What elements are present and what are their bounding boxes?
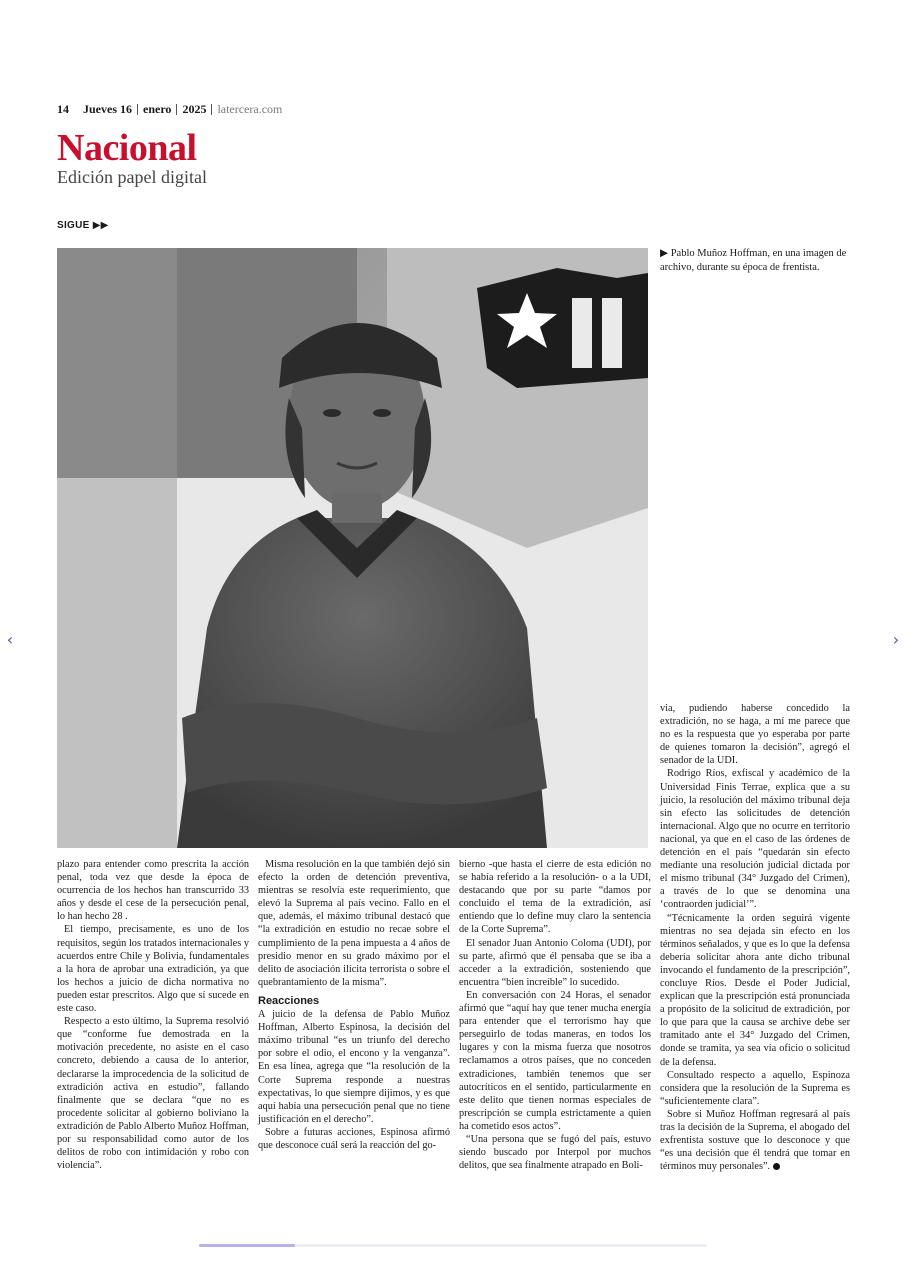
- chevron-left-icon: ‹: [6, 630, 14, 649]
- header-separator: [176, 104, 177, 115]
- header-weekday: Jueves 16: [83, 102, 132, 116]
- horizontal-scrollbar-thumb[interactable]: [199, 1244, 295, 1247]
- header-site-link[interactable]: latercera.com: [217, 102, 283, 116]
- paragraph: via, pudiendo haberse concedido la extradición, no se haga, a mí me parece que no es la respuesta que yo esperaba por parte de quienes tomaron la decisión”, agregó el senador de la UDI.: [660, 703, 850, 767]
- photo-black-white-portrait-icon: [57, 248, 648, 848]
- chevron-right-icon: ›: [892, 630, 900, 649]
- page-header: [57, 102, 282, 117]
- photo-caption: ▶ Pablo Muñoz Hoffman, en una imagen de archivo, durante su época de frentista.: [660, 248, 847, 273]
- page-number: 14: [57, 102, 69, 116]
- prev-page-button[interactable]: [2, 630, 18, 650]
- paragraph: plazo para entender como prescrita la acción penal, toda vez que desde la época de ocurrencia de los hechos han transcurrido 33 años y desde el cese de la persecución penal, lo han hecho 28 .: [57, 859, 249, 923]
- continued-label: SIGUE ▶▶: [57, 220, 109, 231]
- paragraph: El tiempo, precisamente, es uno de los requisitos, según los tratados internacionales y acuerdos entre Chile y Bolivia, fundamentales a la hora de aprobar una extradición, ya que los hechos a juicio de dicha normativa no pueden estar prescritos. Algo que sí sucede en este caso.: [57, 924, 249, 1015]
- end-of-article-icon: [773, 1163, 780, 1170]
- section-subtitle: Edición papel digital: [57, 167, 207, 187]
- section-title: Nacional: [57, 127, 197, 169]
- article-column-4: [660, 702, 850, 1173]
- paragraph: Rodrigo Ríos, exfiscal y académico de la Universidad Finis Terrae, explica que a su juicio, la resolución del máximo tribunal deja sin efecto las solicitudes de detención internacional. Algo que no ocurre en territorio nacional, ya que en el caso de las órdenes de detención en el país “quedarán sin efecto mediante una resolución judicial dictada por el mismo tribunal (34° Juzgado del Crimen), a través de lo que se denomina una ‘contraorden judicial’”.: [660, 768, 850, 911]
- paragraph: “Una persona que se fugó del país, estuvo siendo buscado por Interpol por muchos delitos, que sea finalmente atrapado en Boli-: [459, 1133, 651, 1172]
- paragraph: Misma resolución en la que también dejó sin efecto la orden de detención preventiva, mientras se resolvía este requerimiento, que elevó la Suprema al país vecino. Fallo en el que, además, el máximo tribunal destacó que “la extradición en estudio no recae sobre el cumplimiento de la pena impuesta a 4 años de presidio menor en su grado máximo por el delito de asociación ilícita terrorista o sobre el quebrantamiento de la misma”.: [258, 859, 450, 988]
- paragraph-text: Sobre si Muñoz Hoffman regresará al país tras la decisión de la Suprema, el abogado del exfrentista sostuve que lo desconoce y que “es una decisión que él tendrá que tomar en términos muy personales”.: [660, 1108, 850, 1173]
- header-month: enero: [143, 102, 172, 116]
- paragraph: “Técnicamente la orden seguirá vigente mientras no sea dejada sin efecto en los términos señalados, y que es lo que la defensa debería solicitar ahora ante dicho tribunal invocando el fundamento de la prescripción”, concluye Ríos. Desde el Poder Judicial, explican que la prescripción está pronunciada a propósito de la solicitud de extradición, por lo que para que la causa se archive debe ser tramitado ante el 34° Juzgado del Crimen, donde se tramita, ya sea vía oficio o solicitud de la defensa.: [660, 912, 850, 1068]
- article-column-1: [57, 858, 249, 1172]
- article-column-2: [258, 858, 450, 1152]
- next-page-button[interactable]: [888, 630, 904, 650]
- paragraph: En conversación con 24 Horas, el senador afirmó que “aquí hay que tener mucha energía para entender que el terrorismo hay que perseguirlo de todas maneras, en todos los lugares y con la misma fuerza que nosotros reclamamos a otros países, que no conceden extradiciones, también tenemos que ser autocríticos en el sentido, particularmente en este delito que tienen normas especiales de prescripción se cumpla estrictamente a quien ha cometido esos actos”.: [459, 989, 651, 1132]
- paragraph-final: [660, 1108, 850, 1173]
- paragraph: Respecto a esto último, la Suprema resolvió que “conforme fue demostrada en la motivación precedente, no asiste en el caso concreto, debiendo a causa de lo anterior, declararse la improcedencia de la solicitud de extradición activa en estudio”, fallando finalmente que se declara “que no es procedente solicitar al gobierno boliviano la extradición de Pablo Alberto Muñoz Hoffman, por su responsabilidad como autor de los delitos de robo con intimidación y robo con violencia”.: [57, 1016, 249, 1172]
- paragraph: Consultado respecto a aquello, Espinoza considera que la resolución de la Suprema es “suficientemente clara”.: [660, 1069, 850, 1107]
- article-column-3: [459, 858, 651, 1172]
- paragraph: Sobre a futuras acciones, Espinosa afirmó que desconoce cuál será la reacción del go-: [258, 1126, 450, 1151]
- paragraph: A juicio de la defensa de Pablo Muñoz Hoffman, Alberto Espinosa, la decisión del máximo tribunal “es un triunfo del derecho por sobre el odio, el encono y la venganza”. En esa línea, agrega que “la resolución de la Corte Suprema responde a nuestras expectativas, lo que siempre dijimos, y es que aquí había una persecución penal que no tiene justificación en el derecho”.: [258, 1009, 450, 1125]
- header-separator: [211, 104, 212, 115]
- header-year: 2025: [182, 102, 207, 116]
- article-photo: [57, 248, 648, 848]
- paragraph: El senador Juan Antonio Coloma (UDI), por su parte, afirmó que él pensaba que se iba a acceder a la extradición, sosteniendo que encuentra “bien increíble” lo sucedido.: [459, 937, 651, 988]
- paragraph: bierno -que hasta el cierre de esta edición no se había referido a la resolución- o a la UDI, destacando que por su parte “damos por concluido el tema de la extradición, así entiendo que lo define muy claro la sentencia de la Corte Suprema”.: [459, 859, 651, 936]
- header-separator: [137, 104, 138, 115]
- subheading-reacciones: Reacciones: [258, 994, 320, 1007]
